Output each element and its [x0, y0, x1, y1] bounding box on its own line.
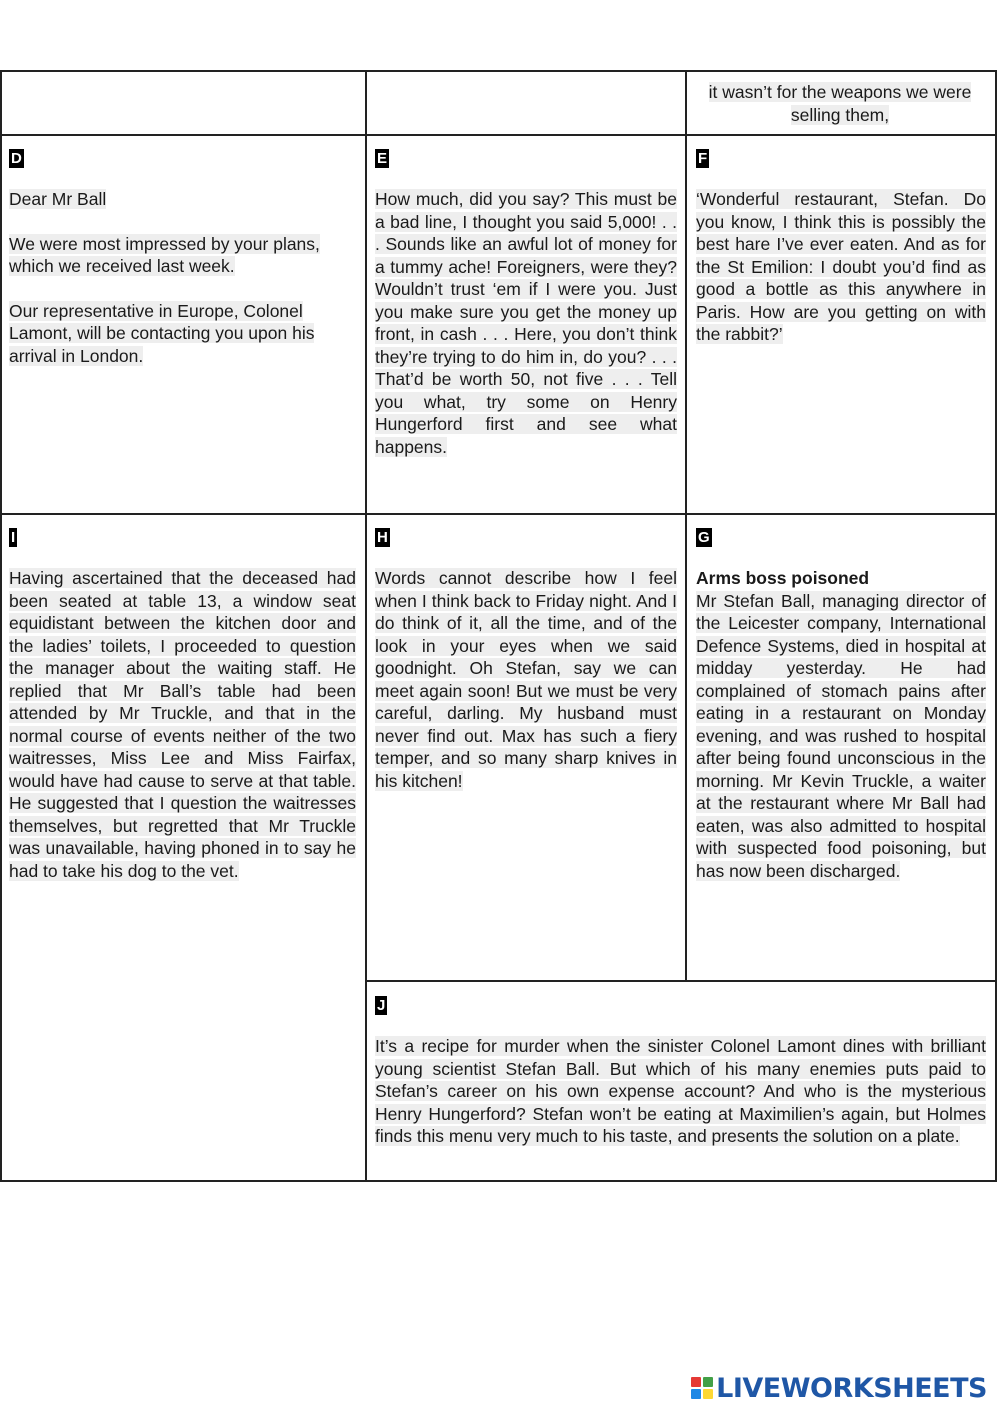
cell-h — [375, 525, 677, 792]
grid-line — [0, 134, 997, 136]
logo-square — [703, 1377, 713, 1387]
letter-badge-e: E — [377, 150, 388, 167]
grid-line — [0, 1180, 997, 1182]
cell-e-text: How much, did you say? This must be a bad line, I thought you said 5,000! . . . Sounds like an awful lot of money for a tummy ache! Foreigners, were they? Wouldn’t trust ‘em if I were you. Just you make sure you get the money up front, in cash . . . Here, you don’t think they’re trying to do him in, do you? . . . That’d be worth 50, not five . . . Tell you what, try some on Henry Hungerford first and see what happens. — [375, 189, 677, 457]
cell-g-text: Mr Stefan Ball, managing director of the Leicester company, International Defence Systems, died in hospital at midday yesterday. He had complained of stomach pains after eating in a restaurant on Monday evening, and was rushed to hospital after being found unconscious in the morning. Mr Kevin Truckle, a waiter at the restaurant where Mr Ball had eaten, was also admitted to hospital with suspected food poisoning, but has now been discharged. — [696, 590, 986, 881]
cell-f-text: ‘Wonderful restaurant, Stefan. Do you know, I think this is possibly the best hare I’ve ever eaten. And as for the St Emilion: I doubt you’d find as good a bottle as this anywhere in Paris. How are you getting on with the rabbit?’ — [696, 189, 986, 344]
cell-i — [9, 525, 356, 882]
cell-j — [375, 993, 986, 1148]
cell-g-headline: Arms boss poisoned — [696, 568, 870, 588]
letter-badge-d: D — [11, 150, 22, 167]
cell-g — [696, 525, 986, 882]
grid-line — [366, 980, 997, 982]
cell-top-right — [700, 81, 980, 126]
cell-i-text: Having ascertained that the deceased had been seated at table 13, a window seat equidistant between the kitchen door and the ladies’ toilets, I proceeded to question the manager about the waiting staff. He replied that Mr Ball’s table had been attended by Mr Truckle, and that in the normal course of events neither of the two waitresses, Miss Lee and Miss Fairfax, would have had cause to serve at that table. He suggested that I question the waitresses themselves, but regretted that Mr Truckle was unavailable, having phoned in to say he had to take his dog to the vet. — [9, 568, 356, 881]
cell-d-paragraph-2: Our representative in Europe, Colonel Lamont, will be contacting you upon his arrival in London. — [9, 300, 315, 366]
grid-line — [365, 70, 367, 1182]
cell-e — [375, 146, 677, 458]
cell-d-paragraph-1: We were most impressed by your plans, which we received last week. — [9, 233, 320, 276]
grid-line — [995, 70, 997, 1182]
cell-d-greeting: Dear Mr Ball — [9, 189, 107, 209]
logo-square — [703, 1389, 713, 1399]
cell-f — [696, 146, 986, 346]
cell-j-text: It’s a recipe for murder when the sinister Colonel Lamont dines with brilliant young scientist Stefan Ball. But which of his many enemies puts paid to Stefan’s career on his own expense account? And who is the mysterious Henry Hungerford? Stefan won’t be eating at Maximilien’s again, but Holmes finds this menu very much to his taste, and presents the solution on a plate. — [375, 1036, 986, 1146]
letter-badge-i: I — [11, 529, 16, 546]
cell-d — [9, 146, 355, 367]
grid-line — [0, 70, 997, 72]
logo-mark-icon — [691, 1377, 713, 1399]
letter-badge-j: J — [377, 997, 386, 1014]
grid-line — [0, 513, 997, 515]
letter-badge-h: H — [377, 529, 388, 546]
letter-badge-f: F — [698, 150, 708, 167]
grid-line — [0, 70, 2, 1182]
cell-h-text: Words cannot describe how I feel when I think back to Friday night. And I do think of it, all the time, and of the look in your eyes when we said goodnight. Oh Stefan, say we can meet again soon! But we must be very careful, darling. My husband must never find out. Max has such a fiery temper, and so many sharp knives in his kitchen! — [375, 568, 677, 791]
logo-text: LIVEWORKSHEETS — [716, 1372, 987, 1404]
cell-top-text: it wasn’t for the weapons we were selling them, — [708, 82, 972, 125]
liveworksheets-logo — [691, 1372, 987, 1404]
grid-line — [685, 70, 687, 982]
letter-badge-g: G — [698, 529, 710, 546]
logo-square — [691, 1377, 701, 1387]
logo-square — [691, 1389, 701, 1399]
